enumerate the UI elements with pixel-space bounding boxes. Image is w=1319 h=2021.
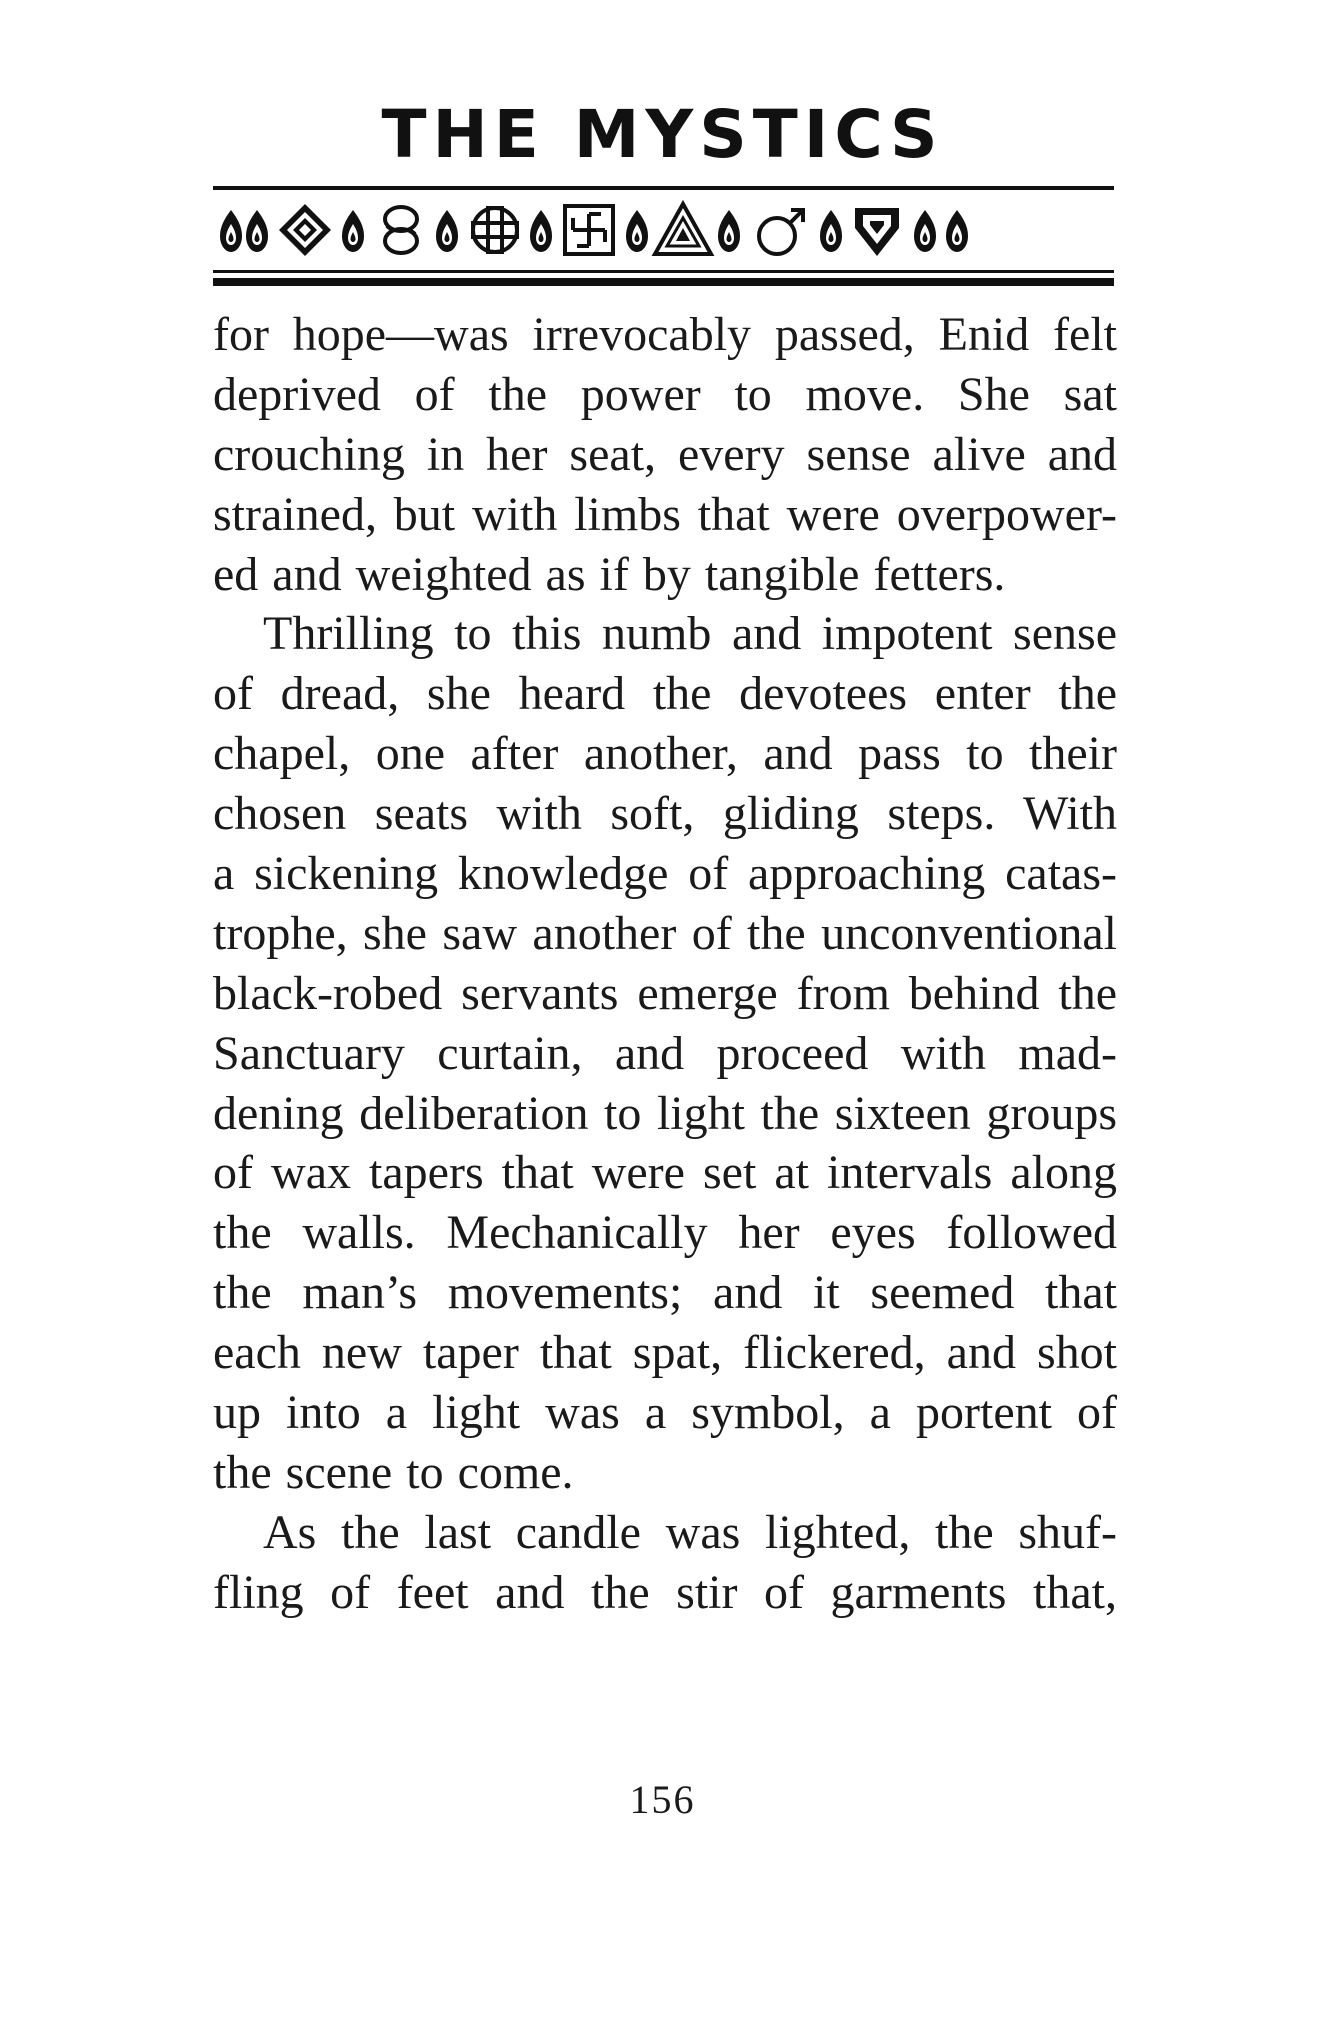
text-line: each new taper that spat, flickered, and shot bbox=[213, 1326, 1117, 1380]
swastika-icon bbox=[565, 206, 613, 254]
text-line: Sanctuary curtain, and proceed with mad- bbox=[213, 1026, 1117, 1080]
text-line: strained, but with limbs that were overpower- bbox=[213, 487, 1117, 541]
text-line: of wax tapers that were set at intervals along bbox=[213, 1146, 1117, 1200]
flame-icon bbox=[820, 210, 842, 252]
triangle-in-triangle-icon bbox=[655, 204, 711, 254]
text-line: the man’s movements; and it seemed that bbox=[213, 1266, 1117, 1320]
text-line: the walls. Mechanically her eyes followed bbox=[213, 1206, 1117, 1260]
mars-symbol-icon bbox=[759, 210, 803, 254]
text-line: chapel, one after another, and pass to their bbox=[213, 727, 1117, 781]
header-rule-top bbox=[213, 186, 1114, 190]
flame-icon bbox=[626, 210, 648, 252]
text-line: black-robed servants emerge from behind the bbox=[213, 966, 1117, 1020]
flame-icon bbox=[914, 210, 968, 252]
flame-icon bbox=[530, 210, 552, 252]
text-line: As the last candle was lighted, the shuf- bbox=[263, 1505, 1117, 1559]
text-line: trophe, she saw another of the unconventional bbox=[213, 906, 1117, 960]
text-line: up into a light was a symbol, a portent of bbox=[213, 1386, 1117, 1440]
text-line: of dread, she heard the devotees enter the bbox=[213, 667, 1117, 721]
flame-icon bbox=[718, 210, 740, 252]
header-rule-bottom-thick bbox=[213, 278, 1114, 286]
text-line: the scene to come. bbox=[213, 1445, 574, 1499]
paragraph bbox=[213, 305, 1117, 604]
text-line: deprived of the power to move. She sat bbox=[213, 367, 1117, 421]
running-head-title: THE MYSTICS bbox=[381, 96, 944, 173]
text-line: crouching in her seat, every sense alive and bbox=[213, 427, 1117, 481]
text-line: Thrilling to this numb and impotent sense bbox=[263, 607, 1117, 661]
body-text bbox=[213, 305, 1117, 1623]
crossed-circle-icon bbox=[473, 208, 517, 252]
flame-icon bbox=[436, 210, 458, 252]
flame-icon bbox=[220, 210, 268, 252]
text-line: for hope—was irrevocably passed, Enid felt bbox=[213, 308, 1117, 361]
ornament-band bbox=[213, 194, 1114, 266]
diamond-icon bbox=[279, 204, 331, 256]
paragraph bbox=[213, 1503, 1117, 1623]
text-line: fling of feet and the stir of garments that, bbox=[213, 1565, 1117, 1619]
text-line: dening deliberation to light the sixteen groups bbox=[213, 1086, 1117, 1140]
text-line: chosen seats with soft, gliding steps. With bbox=[213, 787, 1117, 841]
text-line: ed and weighted as if by tangible fetters. bbox=[213, 547, 1006, 601]
text-line: a sickening knowledge of approaching catas- bbox=[213, 847, 1117, 901]
knot-icon bbox=[385, 207, 417, 253]
page-number: 156 bbox=[629, 1777, 696, 1822]
paragraph bbox=[213, 604, 1117, 1502]
shield-icon bbox=[855, 208, 899, 256]
header-rule-bottom-thin bbox=[213, 270, 1114, 273]
flame-icon bbox=[342, 210, 364, 252]
